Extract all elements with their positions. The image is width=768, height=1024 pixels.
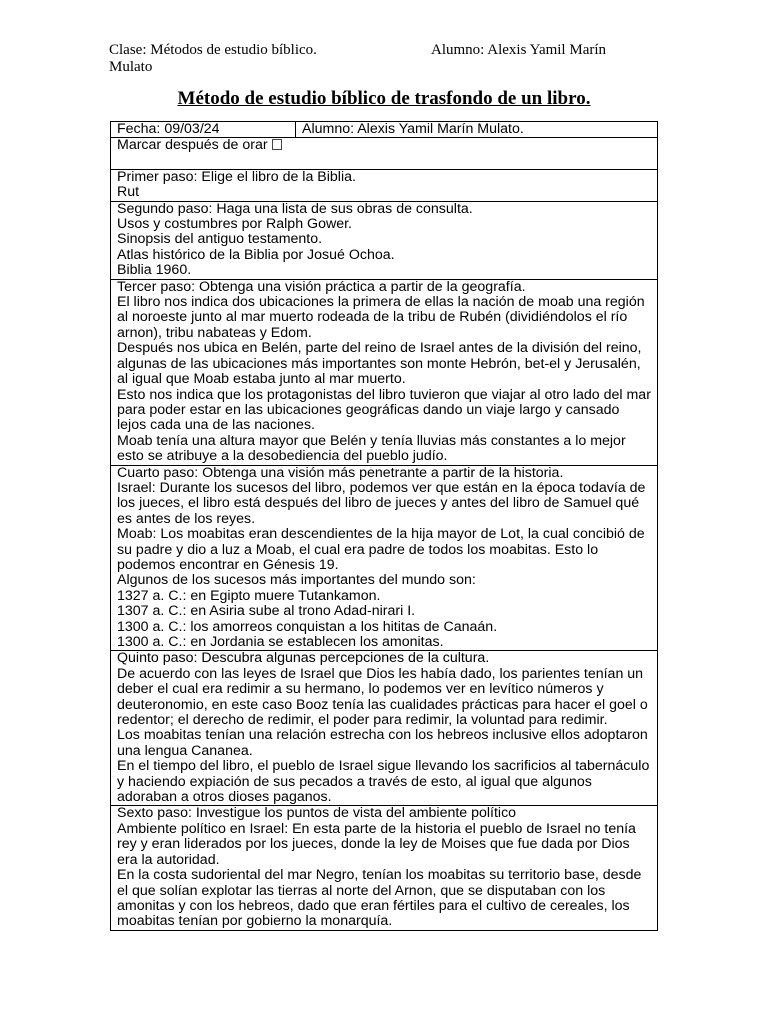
step3-paragraph: Esto nos indica que los protagonistas del libro tuvieron que viajar al otro lado del mar para poder estar en las ubicaciones geográficas dando un viaje largo y cansado lejos cada una de las naciones.: [117, 386, 651, 434]
table-row-step4: [111, 465, 658, 651]
step2-line: Sinopsis del antiguo testamento.: [117, 231, 323, 248]
step5-paragraph: De acuerdo con las leyes de Israel que Dios les había dado, los parientes tenían un deber el cual era redimir a su hermano, lo podemos ver en levítico números y deuteronomio, en este caso Booz tenía las cualidades prácticas para hacer el goel o redentor; el derecho de redimir, el poder para redimir, la voluntad para redimir.: [117, 665, 648, 729]
step5-cell: [111, 651, 658, 806]
step4-paragraph: Moab: Los moabitas eran descendientes de la hija mayor de Lot, la cual concibió de su padre y dio a luz a Moab, el cual era padre de todos los moabitas. Esto lo podemos encontrar en Génesis 19.: [117, 526, 645, 573]
class-label: Clase: Métodos de estudio bíblico.: [109, 42, 317, 58]
step4-paragraph: Israel: Durante los sucesos del libro, podemos ver que están en la época todavía de los jueces, el libro está después del libro de jueces y antes del libro de Samuel qué es antes de los reyes.: [117, 479, 646, 527]
table-row-step3: [111, 279, 658, 465]
step5-paragraph: Los moabitas tenían una relación estrecha con los hebreos inclusive ellos adoptaron una lengua Cananea.: [117, 727, 648, 759]
step3-cell: [111, 279, 658, 465]
step5-heading: Quinto paso: Descubra algunas percepciones de la cultura.: [117, 650, 490, 667]
step6-paragraph: Ambiente político en Israel: En esta parte de la historia el pueblo de Israel no tenía rey y eran liderados por los jueces, donde la ley de Moises que fue dada por Dios era la autoridad.: [117, 820, 636, 868]
step4-event: 1300 a. C.: los amorreos conquistan a los hititas de Canaán.: [117, 618, 498, 635]
step3-heading: Tercer paso: Obtenga una visión práctica a partir de la geografía.: [117, 278, 526, 295]
table-row-step5: [111, 651, 658, 806]
student-cell: Alumno: Alexis Yamil Marín Mulato.: [296, 122, 658, 138]
checkbox-icon[interactable]: [272, 139, 282, 150]
step4-heading: Cuarto paso: Obtenga una visión más penetrante a partir de la historia.: [117, 464, 564, 481]
mark-cell: [111, 138, 658, 169]
step2-cell: [111, 201, 658, 279]
class-label-continued: Mulato: [109, 59, 153, 75]
step4-event: 1300 a. C.: en Jordania se establecen los amonitas.: [117, 634, 444, 650]
step2-line: Usos y costumbres por Ralph Gower.: [117, 216, 352, 233]
step3-paragraph: Después nos ubica en Belén, parte del reino de Israel antes de la división del reino, algunas de las ubicaciones más importantes son monte Hebrón, bet-el y Jerusalén, al igual que Moab estaba junto al mar muerto.: [117, 340, 642, 388]
step2-line: Biblia 1960.: [117, 262, 192, 279]
step2-heading: Segundo paso: Haga una lista de sus obras de consulta.: [117, 200, 473, 217]
table-row-step1: [111, 169, 658, 201]
step6-cell: [111, 806, 658, 930]
step2-line: Atlas histórico de la Biblia por Josué Ochoa.: [117, 246, 395, 263]
step5-paragraph: En el tiempo del libro, el pueblo de Israel sigue llevando los sacrificios al tabernáculo y haciendo expiación de sus pecados a través de esto, al igual que algunos adoraban a otros dioses paganos.: [117, 758, 650, 806]
table-row-step2: [111, 201, 658, 279]
table-row-header: [111, 122, 658, 138]
table-row-step6: [111, 806, 658, 930]
step4-event: 1307 a. C.: en Asiria sube al trono Adad-nirari I.: [117, 603, 416, 620]
step6-heading: Sexto paso: Investigue los puntos de vista del ambiente político: [117, 805, 517, 822]
step1-cell: [111, 169, 658, 201]
step4-cell: [111, 465, 658, 651]
step3-paragraph: El libro nos indica dos ubicaciones la primera de ellas la nación de moab una región al noroeste junto al mar muerto rodeada de la tribu de Rubén (dividiéndolos el río arnon), tribu nabateas y Edom.: [117, 294, 645, 341]
student-label: Alumno: Alexis Yamil Marín: [431, 42, 607, 58]
date-cell: Fecha: 09/03/24: [111, 122, 296, 138]
study-table: [110, 121, 658, 931]
step1-heading: Primer paso: Elige el libro de la Biblia.: [117, 168, 356, 185]
step1-answer: Rut: [117, 184, 140, 201]
step6-paragraph: En la costa sudoriental del mar Negro, tenían los moabitas su territorio base, desde el que solían explotar las tierras al norte del Arnon, que se disputaban con los amonitas y con los hebreos, dado que eran fértiles para el cultivo de cereales, los moabitas tenían por gobierno la monarquía.: [117, 867, 642, 930]
table-row-mark: [111, 138, 658, 169]
mark-label: Marcar después de orar: [117, 137, 268, 154]
document-title: Método de estudio bíblico de trasfondo de un libro.: [177, 88, 591, 109]
step4-event: 1327 a. C.: en Egipto muere Tutankamon.: [117, 587, 381, 604]
step4-paragraph: Algunos de los sucesos más importantes del mundo son:: [117, 572, 476, 589]
step3-paragraph: Moab tenía una altura mayor que Belén y tenía lluvias más constantes a lo mejor esto se atribuye a la desobediencia del pueblo judío.: [117, 432, 626, 465]
